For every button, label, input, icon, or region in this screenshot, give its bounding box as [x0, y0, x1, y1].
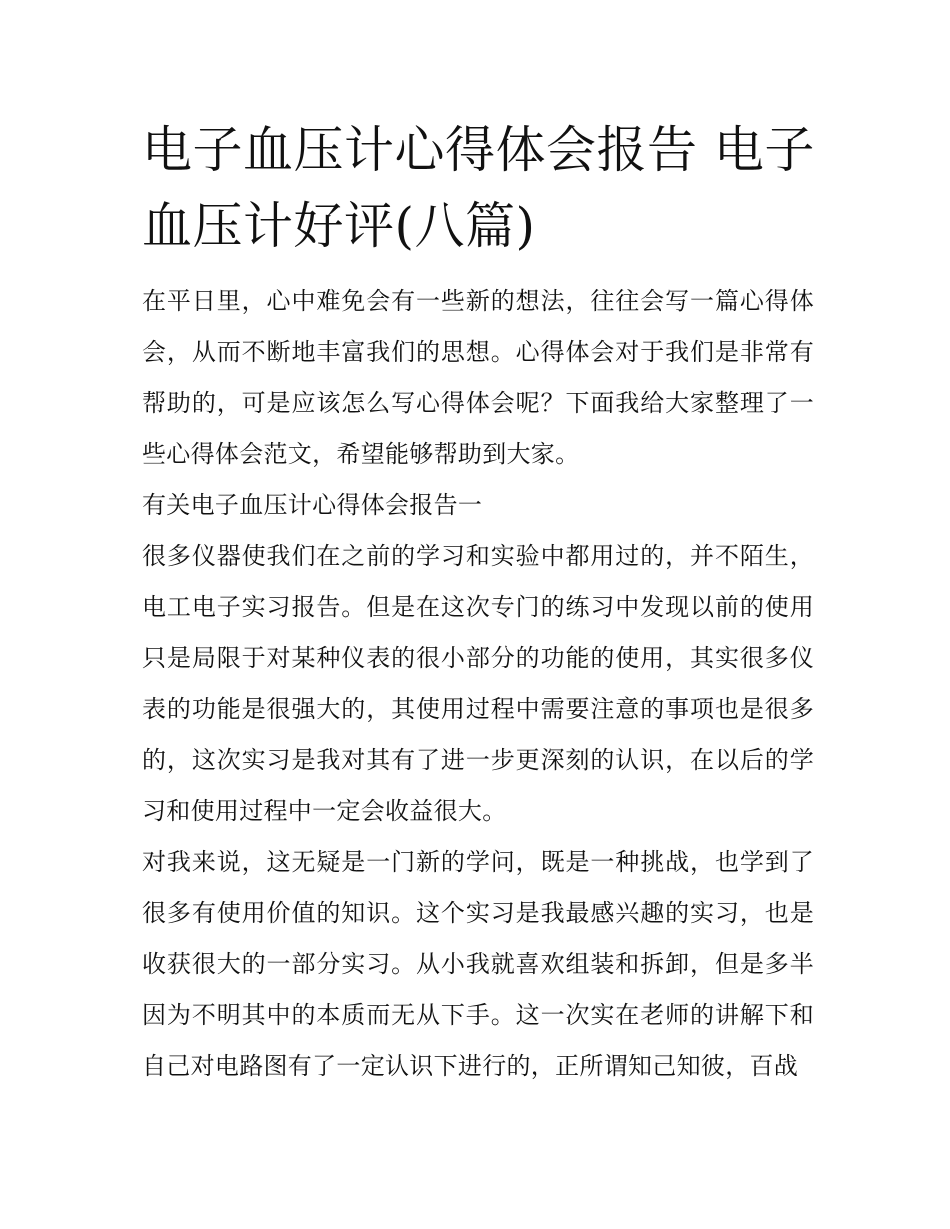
document-title: 电子血压计心得体会报告 电子血压计好评(八篇): [142, 121, 815, 255]
intro-paragraph: 在平日里，心中难免会有一些新的想法，往往会写一篇心得体会，从而不断地丰富我们的思想。心得体会对于我们是非常有帮助的，可是应该怎么写心得体会呢？下面我给大家整理了一些心得体会范文，希望能够帮助到大家。: [142, 287, 814, 468]
section-heading: 有关电子血压计心得体会报告一: [142, 491, 483, 519]
body-paragraph-1: 很多仪器使我们在之前的学习和实验中都用过的，并不陌生，电工电子实习报告。但是在这次专门的练习中发现以前的使用只是局限于对某种仪表的很小部分的功能的使用，其实很多仪表的功能是很强大的，其使用过程中需要注意的事项也是很多的，这次实习是我对其有了进一步更深刻的认识，在以后的学习和使用过程中一定会收益很大。: [142, 542, 814, 825]
body-paragraph-2: 对我来说，这无疑是一门新的学问，既是一种挑战，也学到了很多有使用价值的知识。这个实习是我最感兴趣的实习，也是收获很大的一部分实习。从小我就喜欢组装和拆卸，但是多半因为不明其中的本质而无从下手。这一次实在老师的讲解下和自己对电路图有了一定认识下进行的，正所谓知己知彼，百战: [142, 848, 814, 1080]
document-body: [142, 276, 814, 1092]
